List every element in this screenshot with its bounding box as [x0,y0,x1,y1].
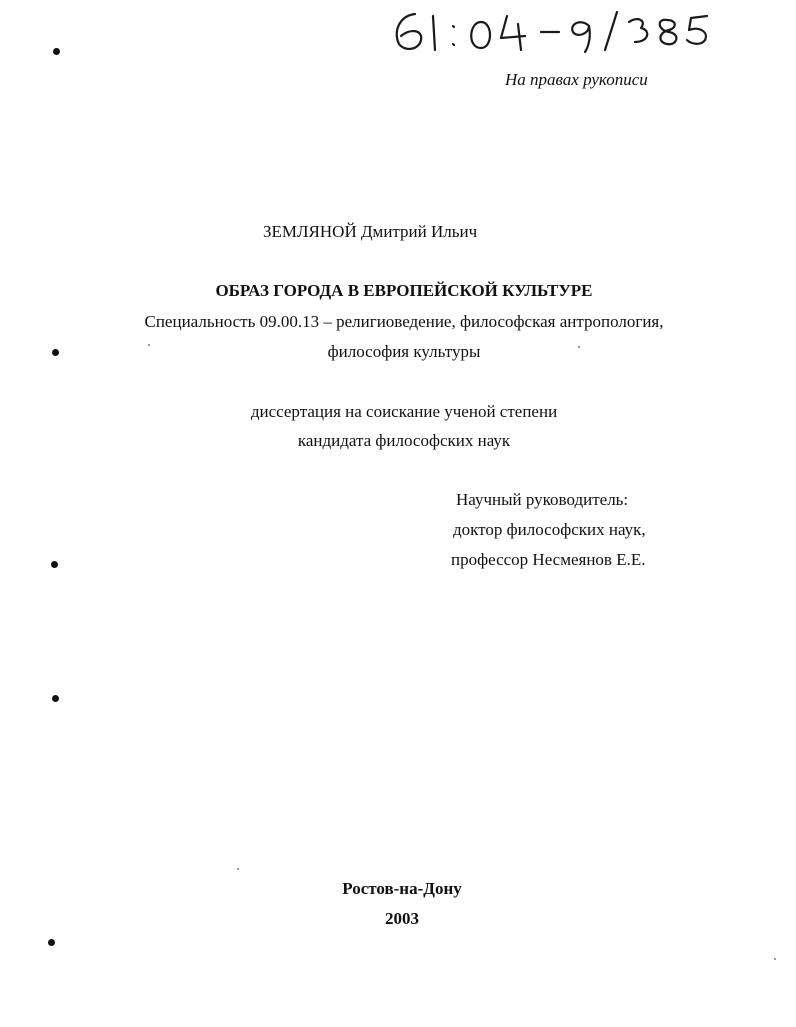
scan-speck [237,868,239,870]
supervisor-name: профессор Несмеянов Е.Е. [451,550,646,569]
dissertation-title: ОБРАЗ ГОРОДА В ЕВРОПЕЙСКОЙ КУЛЬТУРЕ [215,281,593,300]
binding-hole [51,561,58,568]
handwritten-archive-code-image [385,6,720,54]
scan-speck [148,344,150,346]
specialty-line-1: Специальность 09.00.13 – религиоведение, философская антропология, [144,312,664,331]
supervisor-degree: доктор философских наук, [453,520,646,539]
specialty-line-2: философия культуры [327,342,481,361]
binding-hole [53,48,60,55]
binding-hole [52,695,59,702]
binding-hole [48,939,55,946]
supervisor-label: Научный руководитель: [456,490,629,509]
handwritten-archive-code [385,6,720,54]
scan-speck [774,958,776,960]
author-name: ЗЕМЛЯНОЙ Дмитрий Ильич [263,222,478,241]
degree-line-1: диссертация на соискание ученой степени [250,402,558,421]
year: 2003 [385,909,419,928]
scan-speck [578,346,580,348]
degree-line-2: кандидата философских наук [297,431,511,450]
city: Ростов-на-Дону [342,879,462,898]
binding-hole [52,349,59,356]
rights-note: На правах рукописи [505,70,648,89]
